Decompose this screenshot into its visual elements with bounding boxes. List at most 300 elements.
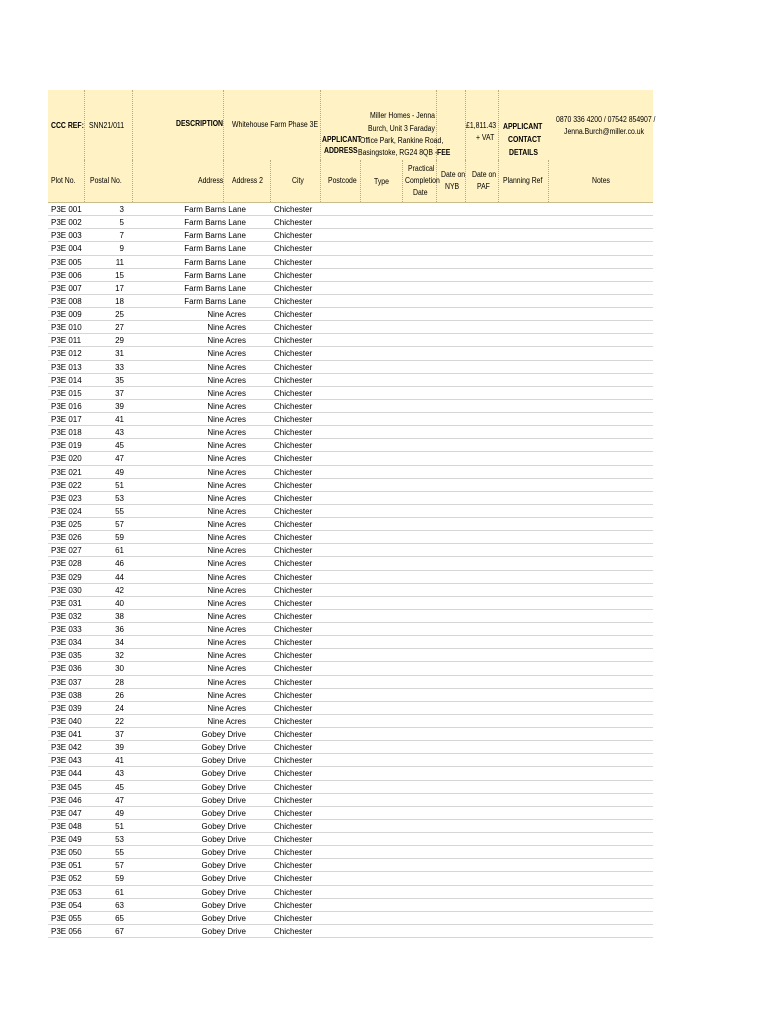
table-row[interactable]	[48, 400, 653, 413]
address-cell: Gobey Drive	[201, 756, 246, 766]
address-cell: Nine Acres	[207, 559, 246, 569]
table-row[interactable]	[48, 282, 653, 295]
postal-no-cell: 37	[115, 730, 124, 739]
postal-no-cell: 41	[115, 415, 124, 424]
table-row[interactable]	[48, 676, 653, 689]
postal-no-cell: 38	[115, 611, 124, 621]
city-cell: Chichester	[274, 821, 313, 831]
postal-no-cell: 61	[115, 887, 124, 897]
applicant-address-label-1: APPLICANT	[322, 135, 362, 144]
column-divider	[402, 160, 403, 202]
plot-no-cell: P3E 007	[51, 283, 82, 293]
header-plot-no: Plot No.	[51, 176, 76, 185]
address-cell: Nine Acres	[207, 638, 246, 648]
city-cell: Chichester	[274, 388, 313, 398]
address-cell: Nine Acres	[207, 454, 246, 464]
header-address-2: Address 2	[232, 176, 263, 185]
address-cell: Gobey Drive	[201, 795, 246, 805]
address-cell: Nine Acres	[207, 690, 246, 700]
city-cell: Chichester	[274, 401, 313, 411]
plot-no-cell: P3E 017	[51, 415, 82, 424]
address-cell: Nine Acres	[207, 349, 246, 359]
postal-no-cell: 43	[115, 428, 124, 438]
contact-email: Jenna.Burch@miller.co.uk	[564, 127, 645, 136]
address-cell: Nine Acres	[207, 310, 246, 319]
description-label: DESCRIPTION	[176, 119, 224, 128]
address-cell: Nine Acres	[207, 362, 246, 372]
postal-no-cell: 27	[115, 323, 124, 333]
fee-vat: + VAT	[476, 133, 495, 142]
city-cell: Chichester	[274, 480, 313, 490]
plot-no-cell: P3E 035	[51, 651, 82, 661]
address-cell: Gobey Drive	[201, 861, 246, 871]
table-row[interactable]	[48, 649, 653, 662]
description-value: Whitehouse Farm Phase 3E	[232, 120, 319, 129]
address-cell: Nine Acres	[207, 388, 246, 398]
table-row[interactable]	[48, 689, 653, 702]
address-cell: Farm Barns Lane	[184, 231, 246, 241]
table-row[interactable]	[48, 531, 653, 544]
city-cell: Chichester	[274, 651, 313, 661]
ccc-ref-label: CCC REF:	[51, 121, 84, 130]
postal-no-cell: 11	[115, 257, 124, 267]
fee-amount: £1,811.43	[466, 121, 497, 130]
header-summary	[48, 90, 656, 161]
postal-no-cell: 55	[115, 848, 124, 858]
plot-no-cell: P3E 031	[51, 598, 82, 608]
city-cell: Chichester	[274, 585, 313, 595]
address-cell: Nine Acres	[207, 506, 246, 516]
header-date-on-paf: Date on	[472, 170, 497, 179]
postal-no-cell: 59	[115, 874, 124, 884]
header-notes: Notes	[592, 176, 610, 185]
address-cell: Gobey Drive	[201, 848, 246, 858]
column-divider	[132, 160, 133, 202]
city-cell: Chichester	[274, 467, 313, 477]
plot-no-cell: P3E 003	[51, 231, 82, 241]
table-row[interactable]	[48, 544, 653, 557]
address-cell: Gobey Drive	[201, 821, 246, 831]
city-cell: Chichester	[274, 874, 313, 884]
city-cell: Chichester	[274, 428, 313, 438]
plot-no-cell: P3E 018	[51, 428, 82, 438]
city-cell: Chichester	[274, 349, 313, 359]
table-row[interactable]	[48, 833, 653, 846]
plot-no-cell: P3E 027	[51, 546, 82, 556]
postal-no-cell: 36	[115, 625, 124, 634]
applicant-address-label-2: ADDRESS	[324, 146, 358, 155]
table-row[interactable]	[48, 361, 653, 374]
address-cell: Nine Acres	[207, 520, 246, 529]
table-row[interactable]	[48, 321, 653, 334]
postal-no-cell: 67	[115, 926, 124, 936]
header-type: Type	[374, 177, 389, 186]
city-cell: Chichester	[274, 730, 313, 739]
address-cell: Gobey Drive	[201, 926, 246, 936]
plot-no-cell: P3E 015	[51, 388, 82, 398]
city-cell: Chichester	[274, 795, 313, 805]
plot-no-cell: P3E 020	[51, 454, 82, 464]
plot-no-cell: P3E 014	[51, 375, 82, 385]
address-cell: Farm Barns Lane	[184, 218, 246, 228]
postal-no-cell: 45	[115, 782, 124, 792]
column-divider	[84, 90, 85, 160]
plot-no-cell: P3E 053	[51, 887, 82, 897]
plot-no-cell: P3E 036	[51, 664, 82, 674]
table-row[interactable]	[48, 466, 653, 479]
fee-label: FEE	[437, 148, 451, 157]
header-practical-completion: Date	[413, 188, 428, 197]
plot-no-cell: P3E 042	[51, 743, 82, 753]
address-cell: Nine Acres	[207, 533, 246, 543]
column-divider	[320, 160, 321, 202]
column-divider	[84, 160, 85, 202]
header-postal-no: Postal No.	[90, 176, 122, 185]
table-row[interactable]	[48, 584, 653, 597]
table-row[interactable]	[48, 452, 653, 465]
plot-no-cell: P3E 002	[51, 218, 82, 228]
plot-no-cell: P3E 038	[51, 690, 82, 700]
plot-no-cell: P3E 028	[51, 559, 82, 569]
table-row[interactable]	[48, 216, 653, 229]
plot-no-cell: P3E 005	[51, 257, 82, 267]
plot-no-cell: P3E 046	[51, 795, 82, 805]
address-cell: Nine Acres	[207, 625, 246, 634]
postal-no-cell: 59	[115, 533, 124, 543]
header-city: City	[292, 176, 304, 185]
table-row[interactable]	[48, 899, 653, 912]
city-cell: Chichester	[274, 205, 313, 214]
address-cell: Gobey Drive	[201, 913, 246, 923]
plot-no-cell: P3E 030	[51, 585, 82, 595]
header-address: Address	[198, 176, 224, 185]
table-row[interactable]	[48, 886, 653, 899]
postal-no-cell: 9	[119, 244, 124, 254]
table-row[interactable]	[48, 662, 653, 675]
address-cell: Farm Barns Lane	[184, 296, 246, 306]
plot-no-cell: P3E 043	[51, 756, 82, 766]
postal-no-cell: 57	[115, 861, 124, 871]
address-cell: Nine Acres	[207, 572, 246, 582]
address-cell: Nine Acres	[207, 493, 246, 503]
table-row[interactable]	[48, 557, 653, 570]
address-cell: Nine Acres	[207, 375, 246, 385]
postal-no-cell: 39	[115, 401, 124, 411]
postal-no-cell: 39	[115, 743, 124, 753]
plot-no-cell: P3E 054	[51, 900, 82, 910]
plot-no-cell: P3E 024	[51, 506, 82, 516]
table-row[interactable]	[48, 597, 653, 610]
table-row[interactable]	[48, 229, 653, 242]
city-cell: Chichester	[274, 454, 313, 464]
table-row[interactable]	[48, 807, 653, 820]
postal-no-cell: 55	[115, 506, 124, 516]
city-cell: Chichester	[274, 415, 313, 424]
address-cell: Gobey Drive	[201, 874, 246, 884]
city-cell: Chichester	[274, 559, 313, 569]
address-cell: Farm Barns Lane	[184, 270, 246, 280]
address-cell: Farm Barns Lane	[184, 257, 246, 267]
applicant-address-line: Burch, Unit 3 Faraday	[368, 124, 435, 133]
table-row[interactable]	[48, 295, 653, 308]
postal-no-cell: 26	[115, 690, 124, 700]
contact-phone: 0870 336 4200 / 07542 854907 /	[556, 115, 656, 124]
column-divider	[498, 160, 499, 202]
column-divider	[548, 160, 549, 202]
header-practical-completion: Completion	[405, 176, 440, 185]
city-cell: Chichester	[274, 572, 313, 582]
table-row[interactable]	[48, 308, 653, 321]
plot-no-cell: P3E 013	[51, 362, 82, 372]
table-row[interactable]	[48, 767, 653, 780]
city-cell: Chichester	[274, 664, 313, 674]
applicant-address-line: Basingstoke, RG24 8QB -	[358, 148, 438, 157]
postal-no-cell: 24	[115, 703, 124, 713]
table-row[interactable]	[48, 925, 653, 938]
table-row[interactable]	[48, 702, 653, 715]
address-cell: Gobey Drive	[201, 808, 246, 818]
plot-no-cell: P3E 056	[51, 926, 82, 936]
plot-no-cell: P3E 032	[51, 611, 82, 621]
city-cell: Chichester	[274, 244, 313, 254]
address-cell: Nine Acres	[207, 651, 246, 661]
table-row[interactable]	[48, 203, 653, 216]
address-cell: Nine Acres	[207, 703, 246, 713]
plot-no-cell: P3E 004	[51, 244, 82, 254]
table-row[interactable]	[48, 479, 653, 492]
postal-no-cell: 34	[115, 638, 124, 648]
table-row[interactable]	[48, 426, 653, 439]
city-cell: Chichester	[274, 743, 313, 753]
table-row[interactable]	[48, 859, 653, 872]
table-row[interactable]	[48, 623, 653, 636]
postal-no-cell: 45	[115, 441, 124, 451]
city-cell: Chichester	[274, 611, 313, 621]
column-headers	[48, 160, 653, 203]
plot-no-cell: P3E 022	[51, 480, 82, 490]
address-cell: Gobey Drive	[201, 782, 246, 792]
table-row[interactable]	[48, 347, 653, 360]
city-cell: Chichester	[274, 506, 313, 516]
postal-no-cell: 3	[119, 205, 124, 214]
address-cell: Nine Acres	[207, 441, 246, 451]
postal-no-cell: 17	[115, 283, 124, 293]
plot-no-cell: P3E 041	[51, 730, 82, 739]
data-rows	[48, 203, 653, 938]
address-cell: Farm Barns Lane	[184, 244, 246, 254]
table-row[interactable]	[48, 242, 653, 255]
plot-no-cell: P3E 033	[51, 625, 82, 634]
city-cell: Chichester	[274, 283, 313, 293]
postal-no-cell: 49	[115, 808, 124, 818]
plot-no-cell: P3E 021	[51, 467, 82, 477]
contact-label-2: CONTACT	[508, 135, 542, 144]
plot-no-cell: P3E 016	[51, 401, 82, 411]
postal-no-cell: 29	[115, 336, 124, 346]
ccc-ref-value: SNN21/011	[89, 121, 125, 130]
postal-no-cell: 65	[115, 913, 124, 923]
postal-no-cell: 40	[115, 598, 124, 608]
city-cell: Chichester	[274, 703, 313, 713]
postal-no-cell: 5	[119, 218, 124, 228]
table-row[interactable]	[48, 846, 653, 859]
address-cell: Gobey Drive	[201, 887, 246, 897]
postal-no-cell: 15	[115, 270, 124, 280]
table-row[interactable]	[48, 715, 653, 728]
plot-no-cell: P3E 008	[51, 296, 82, 306]
plot-no-cell: P3E 049	[51, 835, 82, 844]
postal-no-cell: 63	[115, 900, 124, 910]
address-cell: Nine Acres	[207, 401, 246, 411]
city-cell: Chichester	[274, 677, 313, 687]
city-cell: Chichester	[274, 690, 313, 700]
address-cell: Nine Acres	[207, 546, 246, 556]
table-row[interactable]	[48, 794, 653, 807]
address-cell: Nine Acres	[207, 677, 246, 687]
table-row[interactable]	[48, 754, 653, 767]
table-row[interactable]	[48, 256, 653, 269]
address-cell: Nine Acres	[207, 323, 246, 333]
postal-no-cell: 30	[115, 664, 124, 674]
address-cell: Nine Acres	[207, 611, 246, 621]
address-cell: Nine Acres	[207, 467, 246, 477]
postal-no-cell: 35	[115, 375, 124, 385]
plot-no-cell: P3E 052	[51, 874, 82, 884]
table-row[interactable]	[48, 872, 653, 885]
table-row[interactable]	[48, 571, 653, 584]
city-cell: Chichester	[274, 441, 313, 451]
plot-no-cell: P3E 006	[51, 270, 82, 280]
table-row[interactable]	[48, 820, 653, 833]
postal-no-cell: 37	[115, 388, 124, 398]
postal-no-cell: 42	[115, 585, 124, 595]
city-cell: Chichester	[274, 231, 313, 241]
plot-no-cell: P3E 037	[51, 677, 82, 687]
column-divider	[320, 90, 321, 160]
table-row[interactable]	[48, 439, 653, 452]
city-cell: Chichester	[274, 323, 313, 333]
table-row[interactable]	[48, 741, 653, 754]
table-row[interactable]	[48, 269, 653, 282]
postal-no-cell: 25	[115, 310, 124, 319]
contact-label-3: DETAILS	[509, 148, 538, 157]
address-cell: Nine Acres	[207, 428, 246, 438]
plot-no-cell: P3E 055	[51, 913, 82, 923]
table-row[interactable]	[48, 610, 653, 623]
plot-no-cell: P3E 050	[51, 848, 82, 858]
column-divider	[132, 90, 133, 160]
table-row[interactable]	[48, 728, 653, 741]
city-cell: Chichester	[274, 861, 313, 871]
city-cell: Chichester	[274, 336, 313, 346]
postal-no-cell: 33	[115, 362, 124, 372]
contact-label-1: APPLICANT	[503, 122, 543, 131]
column-divider	[465, 160, 466, 202]
postal-no-cell: 18	[115, 296, 124, 306]
plot-no-cell: P3E 026	[51, 533, 82, 543]
city-cell: Chichester	[274, 362, 313, 372]
header-planning-ref: Planning Ref	[503, 176, 543, 185]
address-cell: Nine Acres	[207, 336, 246, 346]
city-cell: Chichester	[274, 375, 313, 385]
city-cell: Chichester	[274, 716, 313, 726]
address-cell: Nine Acres	[207, 598, 246, 608]
table-row[interactable]	[48, 334, 653, 347]
city-cell: Chichester	[274, 769, 313, 779]
applicant-address-line: Office Park, Rankine Road,	[360, 136, 444, 145]
city-cell: Chichester	[274, 887, 313, 897]
plot-no-cell: P3E 047	[51, 808, 82, 818]
city-cell: Chichester	[274, 296, 313, 306]
plot-no-cell: P3E 044	[51, 769, 82, 779]
city-cell: Chichester	[274, 913, 313, 923]
postal-no-cell: 7	[119, 231, 124, 241]
postal-no-cell: 51	[115, 821, 124, 831]
postal-no-cell: 28	[115, 677, 124, 687]
table-row[interactable]	[48, 505, 653, 518]
header-date-on-nyb: NYB	[445, 182, 460, 191]
address-cell: Gobey Drive	[201, 730, 246, 739]
address-cell: Gobey Drive	[201, 769, 246, 779]
postal-no-cell: 43	[115, 769, 124, 779]
plot-no-cell: P3E 025	[51, 520, 82, 529]
postal-no-cell: 44	[115, 572, 124, 582]
city-cell: Chichester	[274, 257, 313, 267]
table-row[interactable]	[48, 387, 653, 400]
postal-no-cell: 57	[115, 520, 124, 529]
column-divider	[270, 160, 271, 202]
applicant-address-line: Miller Homes - Jenna	[370, 111, 435, 120]
plot-no-cell: P3E 019	[51, 441, 82, 451]
city-cell: Chichester	[274, 900, 313, 910]
postal-no-cell: 47	[115, 795, 124, 805]
header-date-on-paf: PAF	[477, 182, 490, 191]
table-row[interactable]	[48, 374, 653, 387]
table-row[interactable]	[48, 492, 653, 505]
address-cell: Gobey Drive	[201, 835, 246, 844]
plot-no-cell: P3E 001	[51, 205, 82, 214]
plot-no-cell: P3E 023	[51, 493, 82, 503]
city-cell: Chichester	[274, 808, 313, 818]
city-cell: Chichester	[274, 546, 313, 556]
city-cell: Chichester	[274, 493, 313, 503]
plot-no-cell: P3E 011	[51, 336, 82, 346]
address-cell: Farm Barns Lane	[184, 205, 246, 214]
address-cell: Nine Acres	[207, 480, 246, 490]
address-cell: Nine Acres	[207, 716, 246, 726]
city-cell: Chichester	[274, 625, 313, 634]
city-cell: Chichester	[274, 926, 313, 936]
postal-no-cell: 53	[115, 493, 124, 503]
table-row[interactable]	[48, 912, 653, 925]
city-cell: Chichester	[274, 598, 313, 608]
postal-no-cell: 53	[115, 835, 124, 844]
postal-no-cell: 51	[115, 480, 124, 490]
postal-no-cell: 49	[115, 467, 124, 477]
city-cell: Chichester	[274, 848, 313, 858]
table-row[interactable]	[48, 413, 653, 426]
table-row[interactable]	[48, 636, 653, 649]
table-row[interactable]	[48, 781, 653, 794]
plot-no-cell: P3E 045	[51, 782, 82, 792]
plot-no-cell: P3E 039	[51, 703, 82, 713]
city-cell: Chichester	[274, 835, 313, 844]
postal-no-cell: 47	[115, 454, 124, 464]
address-cell: Gobey Drive	[201, 900, 246, 910]
table-row[interactable]	[48, 518, 653, 531]
postal-no-cell: 46	[115, 559, 124, 569]
postal-no-cell: 32	[115, 651, 124, 661]
